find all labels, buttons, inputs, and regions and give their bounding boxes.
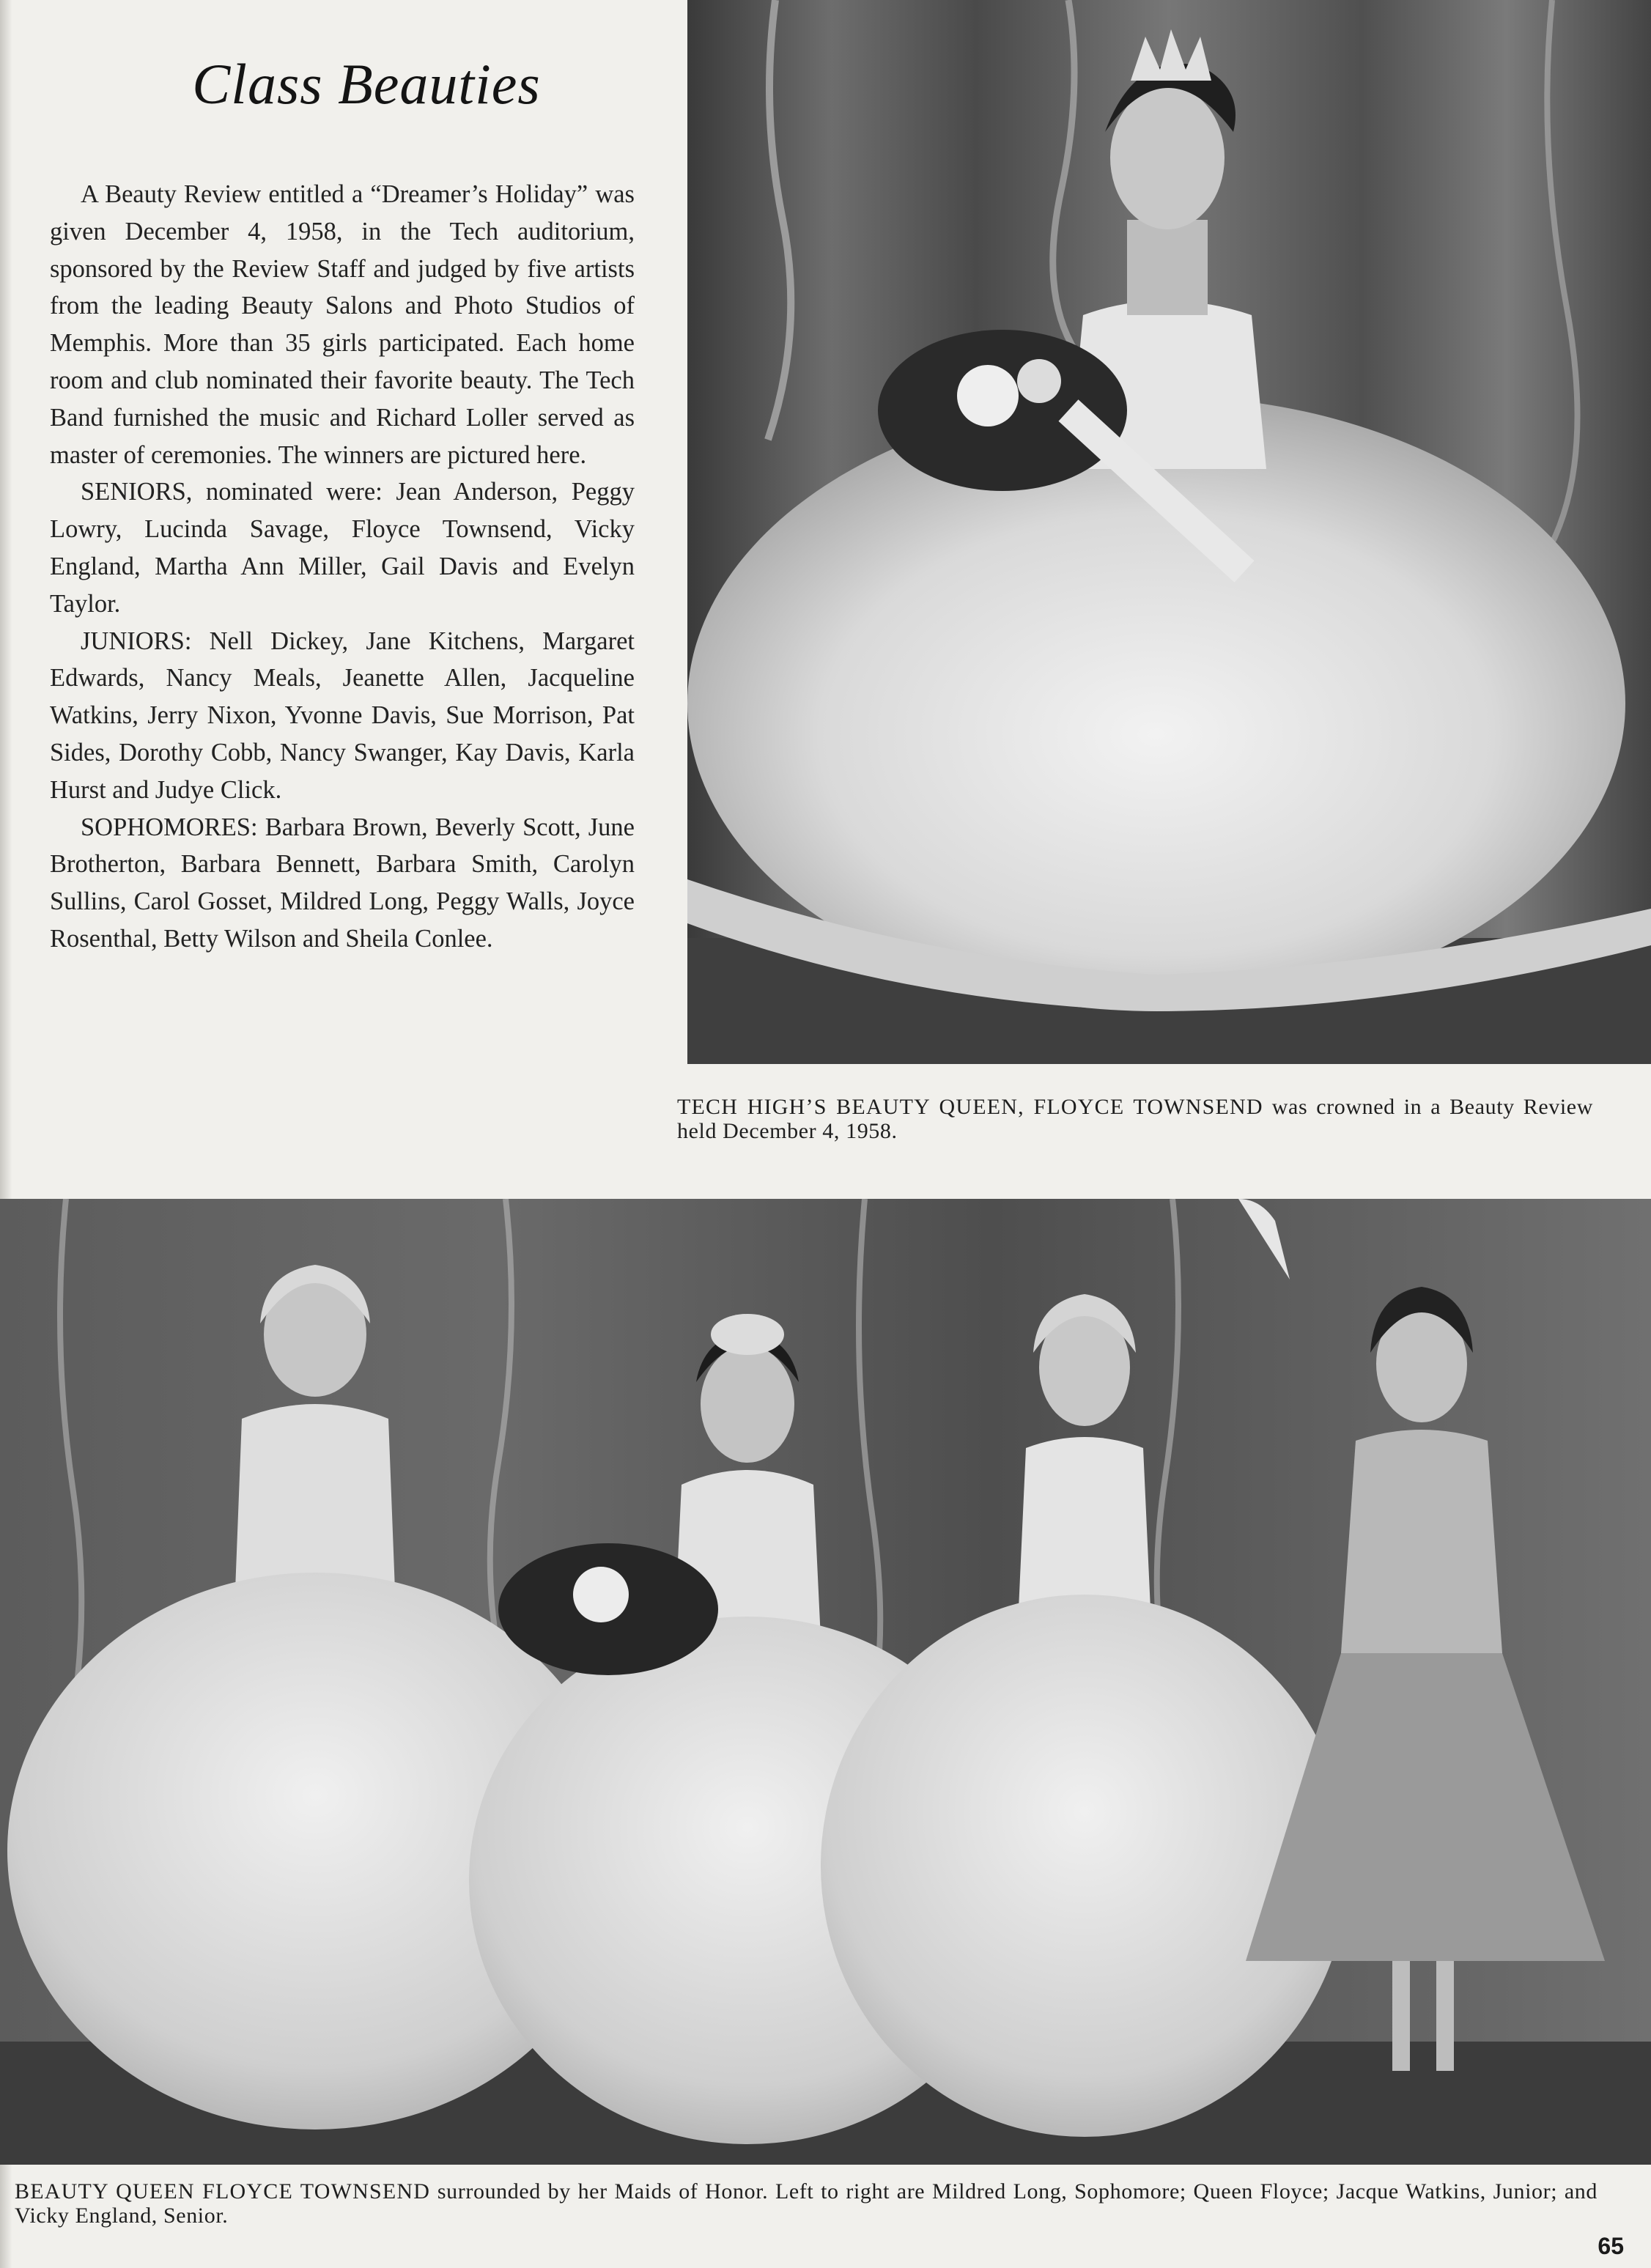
- article-body: [50, 176, 635, 958]
- page-title: Class Beauties: [192, 52, 541, 116]
- bottom-caption-text: surrounded by her Maids of Honor. Left to right are Mildred Long, Sophomore; Queen Floyce; Jacque Watkins, Junior; and Vicky England, Senior.: [15, 2179, 1598, 2228]
- top-caption-lead: TECH HIGH’S BEAUTY QUEEN, FLOYCE TOWNSEND: [677, 1095, 1263, 1119]
- bottom-photo-caption: [15, 2179, 1598, 2228]
- article-paragraph-sophomores: SOPHOMORES: Barbara Brown, Beverly Scott, June Brotherton, Barbara Bennett, Barbara Smith, Carolyn Sullins, Carol Gosset, Mildred Long, Peggy Walls, Joyce Rosenthal, Betty Wilson and Sheila Conlee.: [50, 813, 635, 953]
- maids-of-honor-photo-image: [0, 1199, 1651, 2165]
- top-caption-text: was crowned in a Beauty Review held December 4, 1958.: [677, 1095, 1593, 1143]
- beauty-queen-photo: [687, 0, 1651, 1064]
- page-number: 65: [1598, 2233, 1624, 2259]
- beauty-queen-photo-image: [687, 0, 1651, 1064]
- article-paragraph-seniors: SENIORS, nominated were: Jean Anderson, Peggy Lowry, Lucinda Savage, Floyce Townsend, Vicky England, Martha Ann Miller, Gail Davis and Evelyn Taylor.: [50, 478, 635, 618]
- top-photo-caption: [677, 1095, 1593, 1143]
- maids-of-honor-photo: [0, 1199, 1651, 2165]
- article-paragraph-intro: A Beauty Review entitled a “Dreamer’s Holiday” was given December 4, 1958, in the Tech auditorium, sponsored by the Review Staff and judged by five artists from the leading Beauty Salons and Photo Studios of Memphis. More than 35 girls participated. Each home room and club nominated their favorite beauty. The Tech Band furnished the music and Richard Loller served as master of ceremonies. The winners are pictured here.: [50, 180, 635, 469]
- bottom-caption-lead: BEAUTY QUEEN FLOYCE TOWNSEND: [15, 2179, 431, 2204]
- article-paragraph-juniors: JUNIORS: Nell Dickey, Jane Kitchens, Margaret Edwards, Nancy Meals, Jeanette Allen, Jacqueline Watkins, Jerry Nixon, Yvonne Davis, Sue Morrison, Pat Sides, Dorothy Cobb, Nancy Swanger, Kay Davis, Karla Hurst and Judye Click.: [50, 627, 635, 804]
